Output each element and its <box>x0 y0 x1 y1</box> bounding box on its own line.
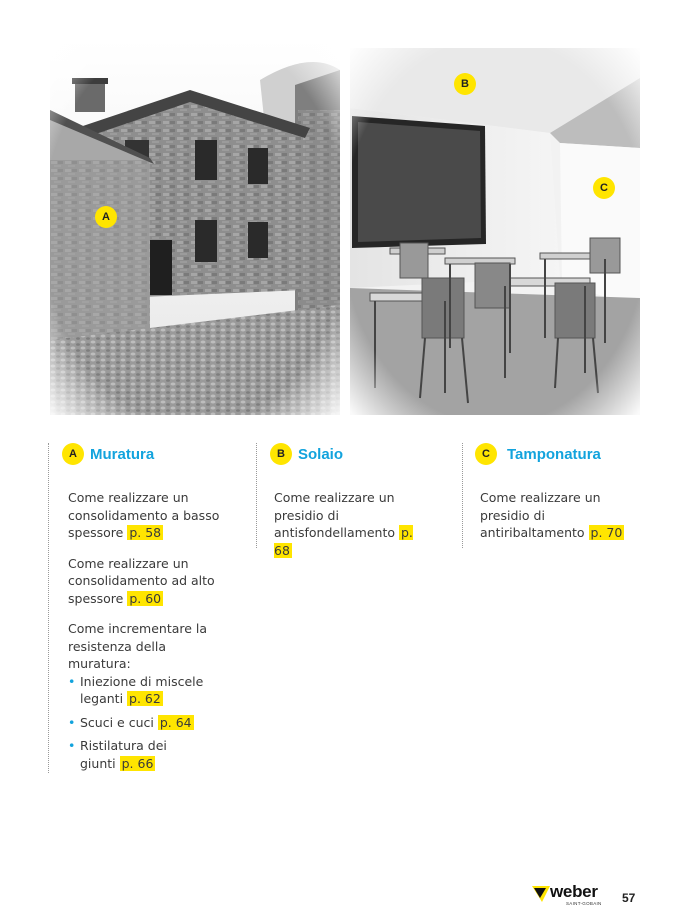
page-ref-62[interactable]: p. 62 <box>129 691 161 706</box>
badge-a: A <box>62 443 84 465</box>
classroom-photo <box>350 48 640 415</box>
section-c-title: Tamponatura <box>507 445 601 463</box>
badge-b-photo: B <box>454 73 476 95</box>
section-a-title: Muratura <box>90 445 155 463</box>
bullet-text: Ristilatura dei giunti <box>80 738 167 771</box>
page-ref-64[interactable]: p. 64 <box>159 714 192 730</box>
masonry-building-photo <box>50 40 340 415</box>
section-b-item-1 <box>274 489 434 559</box>
weber-logo <box>532 884 602 908</box>
bullet-item <box>68 737 185 772</box>
section-a-item-3 <box>68 620 208 673</box>
section-a-item-1 <box>68 489 242 542</box>
section-b-body <box>270 489 434 559</box>
badge-c: C <box>475 443 497 465</box>
section-c-item-1 <box>480 489 630 542</box>
brand-name: weber <box>550 882 598 901</box>
section-muratura <box>62 442 242 772</box>
section-c-body <box>475 489 630 542</box>
page-ref-58[interactable]: p. 58 <box>129 525 162 540</box>
column-c-divider <box>462 443 463 548</box>
section-a-item-3-text: Come incrementare la resistenza della muratura: <box>68 621 208 671</box>
badge-b: B <box>270 443 292 465</box>
section-solaio <box>270 442 450 559</box>
brand-subtitle: SAINT-GOBAIN <box>566 901 602 906</box>
section-a-header <box>62 442 242 466</box>
page-number: 57 <box>622 891 636 905</box>
section-b-header <box>270 442 450 466</box>
section-c-header <box>475 442 655 466</box>
bullet-text: Iniezione di miscele leganti <box>80 673 204 706</box>
badge-c-photo: C <box>593 177 615 199</box>
section-a-item-2-text: Come realizzare un consolidamento ad alto spessore <box>68 555 215 606</box>
section-tamponatura <box>475 442 655 542</box>
column-b-divider <box>256 443 257 548</box>
badge-a-photo: A <box>95 206 117 228</box>
page-ref-70[interactable]: p. 70 <box>590 525 623 540</box>
section-b-item-1-text: Come realizzare un presidio di antisfondellamento <box>274 490 399 540</box>
page-ref-66[interactable]: p. 66 <box>121 755 154 771</box>
section-a-item-1-text: Come realizzare un consolidamento a basso spessore <box>68 490 220 540</box>
bullet-item <box>68 673 220 708</box>
section-a-bullets <box>68 673 242 773</box>
bullet-item <box>68 714 242 732</box>
bullet-text: Scuci e cuci <box>80 714 158 730</box>
page-ref-60[interactable]: p. 60 <box>129 590 162 606</box>
section-a-item-2 <box>68 555 242 608</box>
column-a-divider <box>48 443 49 773</box>
section-b-title: Solaio <box>298 445 344 463</box>
section-c-item-1-text: Come realizzare un presidio di antiribaltamento <box>480 490 601 540</box>
page-ref-68[interactable]: p. 68 <box>274 525 413 558</box>
section-a-body <box>62 489 242 772</box>
